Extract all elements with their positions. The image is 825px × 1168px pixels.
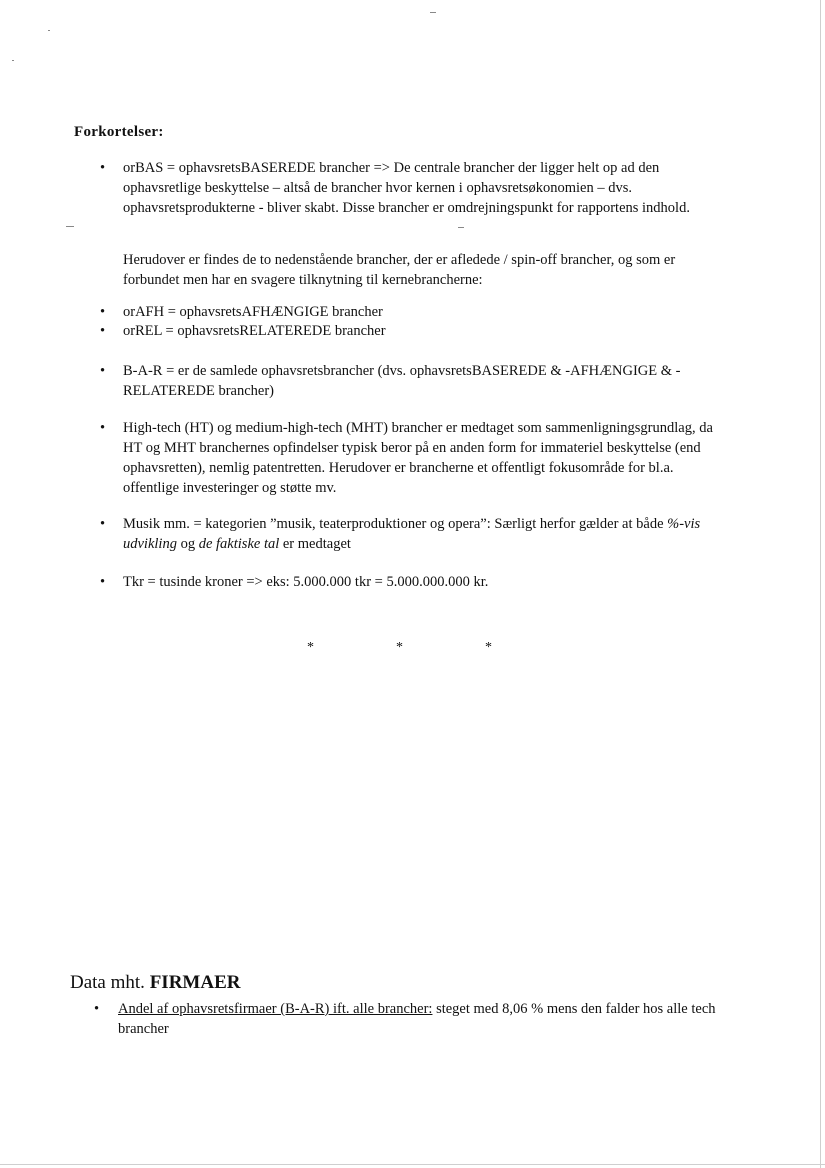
scan-edge-bottom [0, 1164, 825, 1165]
hightech-definition: High-tech (HT) og medium-high-tech (MHT) brancher er medtaget som sammenligningsgrundlag, da HT og MHT branchernes opfindelser typisk beror på en anden form for immateriel beskyttelse (end ophavsretten), nemlig patentretten. Herudover er brancherne et offentligt fokusområde for bl.a. offentlige investeringer og støtte mv. [123, 420, 713, 496]
musik-middle: og [176, 536, 199, 552]
abbreviations-heading: Forkortelser: [74, 124, 164, 140]
musik-lead: Musik mm. = kategorien ”musik, teaterproduktioner og opera”: Særligt herfor gælder at både [123, 516, 668, 532]
bullet: • [100, 516, 106, 532]
bullet: • [100, 160, 106, 176]
tkr-definition: Tkr = tusinde kroner => eks: 5.000.000 tkr = 5.000.000.000 kr. [123, 574, 489, 590]
separator-star: * [485, 640, 492, 655]
bullet: • [100, 363, 106, 379]
separator-star: * [307, 640, 314, 655]
bullet: • [100, 420, 106, 436]
bullet: • [100, 304, 106, 320]
musik-italic-2: de faktiske tal [198, 536, 280, 552]
scan-speck [48, 30, 50, 31]
scan-speck [12, 60, 14, 61]
musik-definition [123, 514, 733, 554]
firmaer-item [118, 999, 718, 1039]
firmaer-item-rest: steget med 8,06 % mens den falder hos alle tech brancher [118, 1001, 716, 1037]
firmaer-item-underlined: Andel af ophavsretsfirmaer (B-A-R) ift. alle brancher: [118, 1001, 433, 1017]
orbas-definition: orBAS = ophavsretsBASEREDE brancher => De centrale brancher der ligger helt op ad den ophavsretlige beskyttelse – altså de brancher hvor kernen i ophavsretsøkonomien – dvs. ophavsretsprodukterne - bliver skabt. Disse brancher er omdrejningspunkt for rapportens indhold. [123, 160, 690, 216]
orafh-definition: orAFH = ophavsretsAFHÆNGIGE brancher [123, 304, 383, 320]
bullet: • [100, 323, 106, 339]
section-title-plain: Data mht. [70, 972, 150, 993]
orrel-definition: orREL = ophavsretsRELATEREDE brancher [123, 323, 386, 339]
firmaer-section-title [70, 972, 240, 994]
bar-definition: B-A-R = er de samlede ophavsretsbrancher (dvs. ophavsretsBASEREDE & -AFHÆNGIGE & -RELATEREDE brancher) [123, 363, 681, 399]
musik-italic-1: %-vis udvikling [123, 516, 701, 552]
musik-tail: er medtaget [279, 536, 351, 552]
scan-speck [430, 12, 436, 13]
separator-star: * [396, 640, 403, 655]
spin-off-intro: Herudover er findes de to nedenstående brancher, der er afledede / spin-off brancher, og som er forbundet men har en svagere tilknytning til kernebrancherne: [123, 252, 676, 288]
scan-speck [458, 227, 464, 228]
bullet: • [100, 574, 106, 590]
scan-speck [66, 226, 74, 227]
bullet: • [94, 1001, 100, 1017]
scan-edge-right [820, 0, 821, 1168]
section-title-bold: FIRMAER [149, 972, 241, 993]
